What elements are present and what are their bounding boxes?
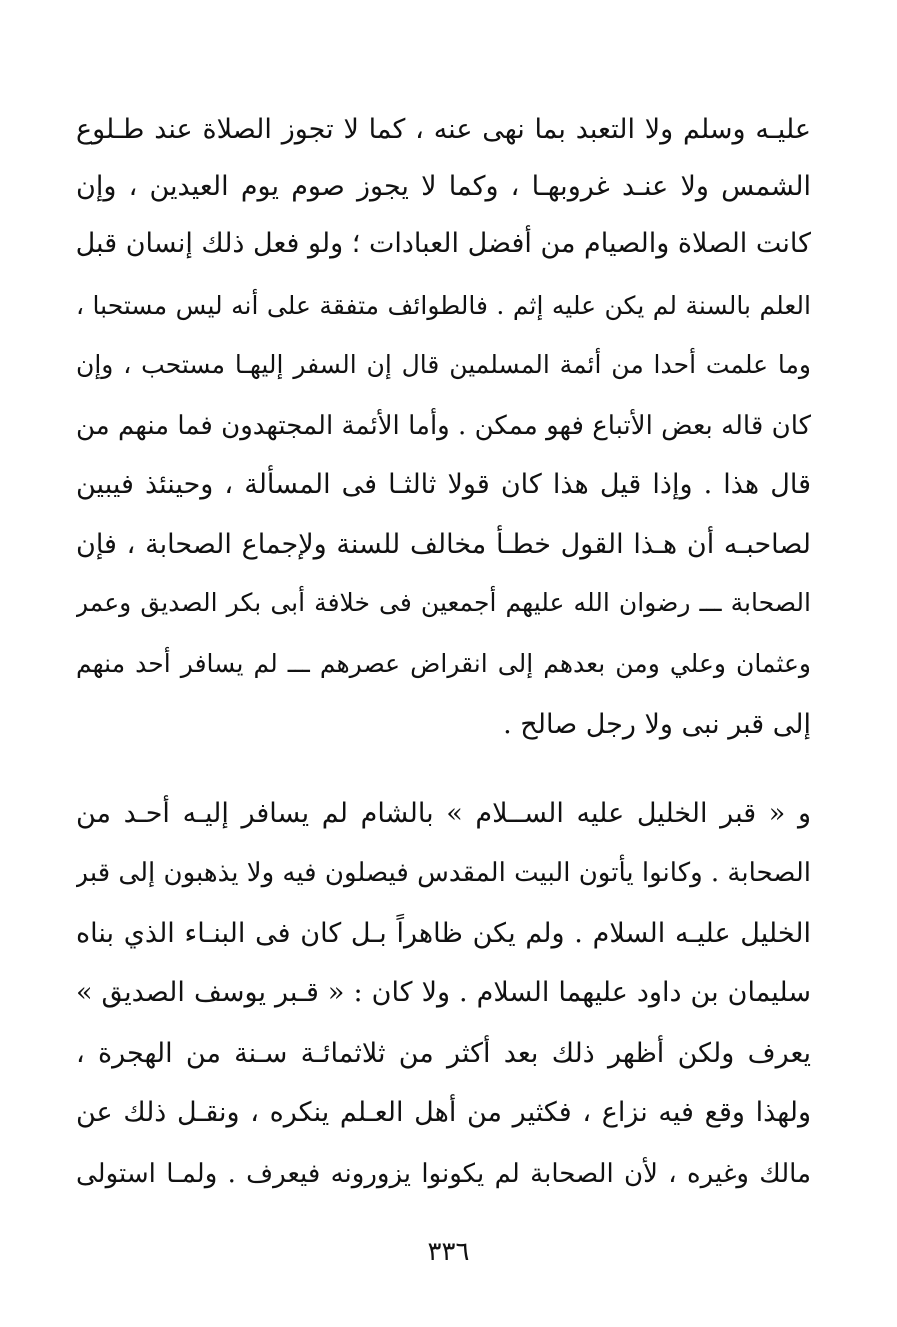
text-line: وعثمان وعلي ومن بعدهم إلى انقراض عصرهم ـــ لم يسافر أحد منهم	[76, 649, 811, 678]
text-line: إلى قبر نبى ولا رجل صالح .	[503, 709, 811, 740]
text-line: ولهذا وقع فيه نزاع ، فكثير من أهل العـلم ينكره ، ونقـل ذلك عن	[76, 1097, 811, 1128]
text-line: كانت الصلاة والصيام من أفضل العبادات ؛ ولو فعل ذلك إنسان قبل	[76, 228, 811, 259]
text-line: لصاحبـه أن هـذا القول خطـأ مخالف للسنة ولإجماع الصحابة ، فإن	[76, 529, 811, 560]
text-line: سليمان بن داود عليهما السلام . ولا كان : « قـبر يوسف الصديق »	[76, 977, 811, 1008]
text-line: مالك وغيره ، لأن الصحابة لم يكونوا يزورونه فيعرف . ولمـا استولى	[76, 1159, 811, 1189]
text-line: الصحابة . وكانوا يأتون البيت المقدس فيصلون فيه ولا يذهبون إلى قبر	[76, 858, 811, 888]
text-line: و « قبر الخليل عليه الســلام » بالشام لم يسافر إليـه أحـد من	[76, 798, 811, 829]
text-line: الصحابة ـــ رضوان الله عليهم أجمعين فى خلافة أبى بكر الصديق وعمر	[76, 588, 811, 617]
text-line: كان قاله بعض الأتباع فهو ممكن . وأما الأئمة المجتهدون فما منهم من	[76, 411, 811, 441]
text-line: وما علمت أحدا من أئمة المسلمين قال إن السفر إليهـا مستحب ، وإن	[76, 350, 811, 379]
text-line: العلم بالسنة لم يكن عليه إثم . فالطوائف متفقة على أنه ليس مستحبا ،	[76, 291, 811, 320]
page-number: ٣٣٦	[427, 1237, 470, 1267]
text-line: الخليل عليـه السلام . ولم يكن ظاهراً بـل كان فى البنـاء الذي بناه	[76, 918, 811, 949]
text-line: عليـه وسلم ولا التعبد بما نهى عنه ، كما لا تجوز الصلاة عند طـلوع	[76, 114, 811, 145]
text-line: قال هذا . وإذا قيل هذا كان قولا ثالثـا فى المسألة ، وحينئذ فيبين	[76, 469, 811, 500]
text-line: يعرف ولكن أظهر ذلك بعد أكثر من ثلاثمائـة سـنة من الهجرة ،	[76, 1038, 811, 1069]
text-line: الشمس ولا عنـد غروبهـا ، وكما لا يجوز صوم يوم العيدين ، وإن	[76, 171, 811, 202]
